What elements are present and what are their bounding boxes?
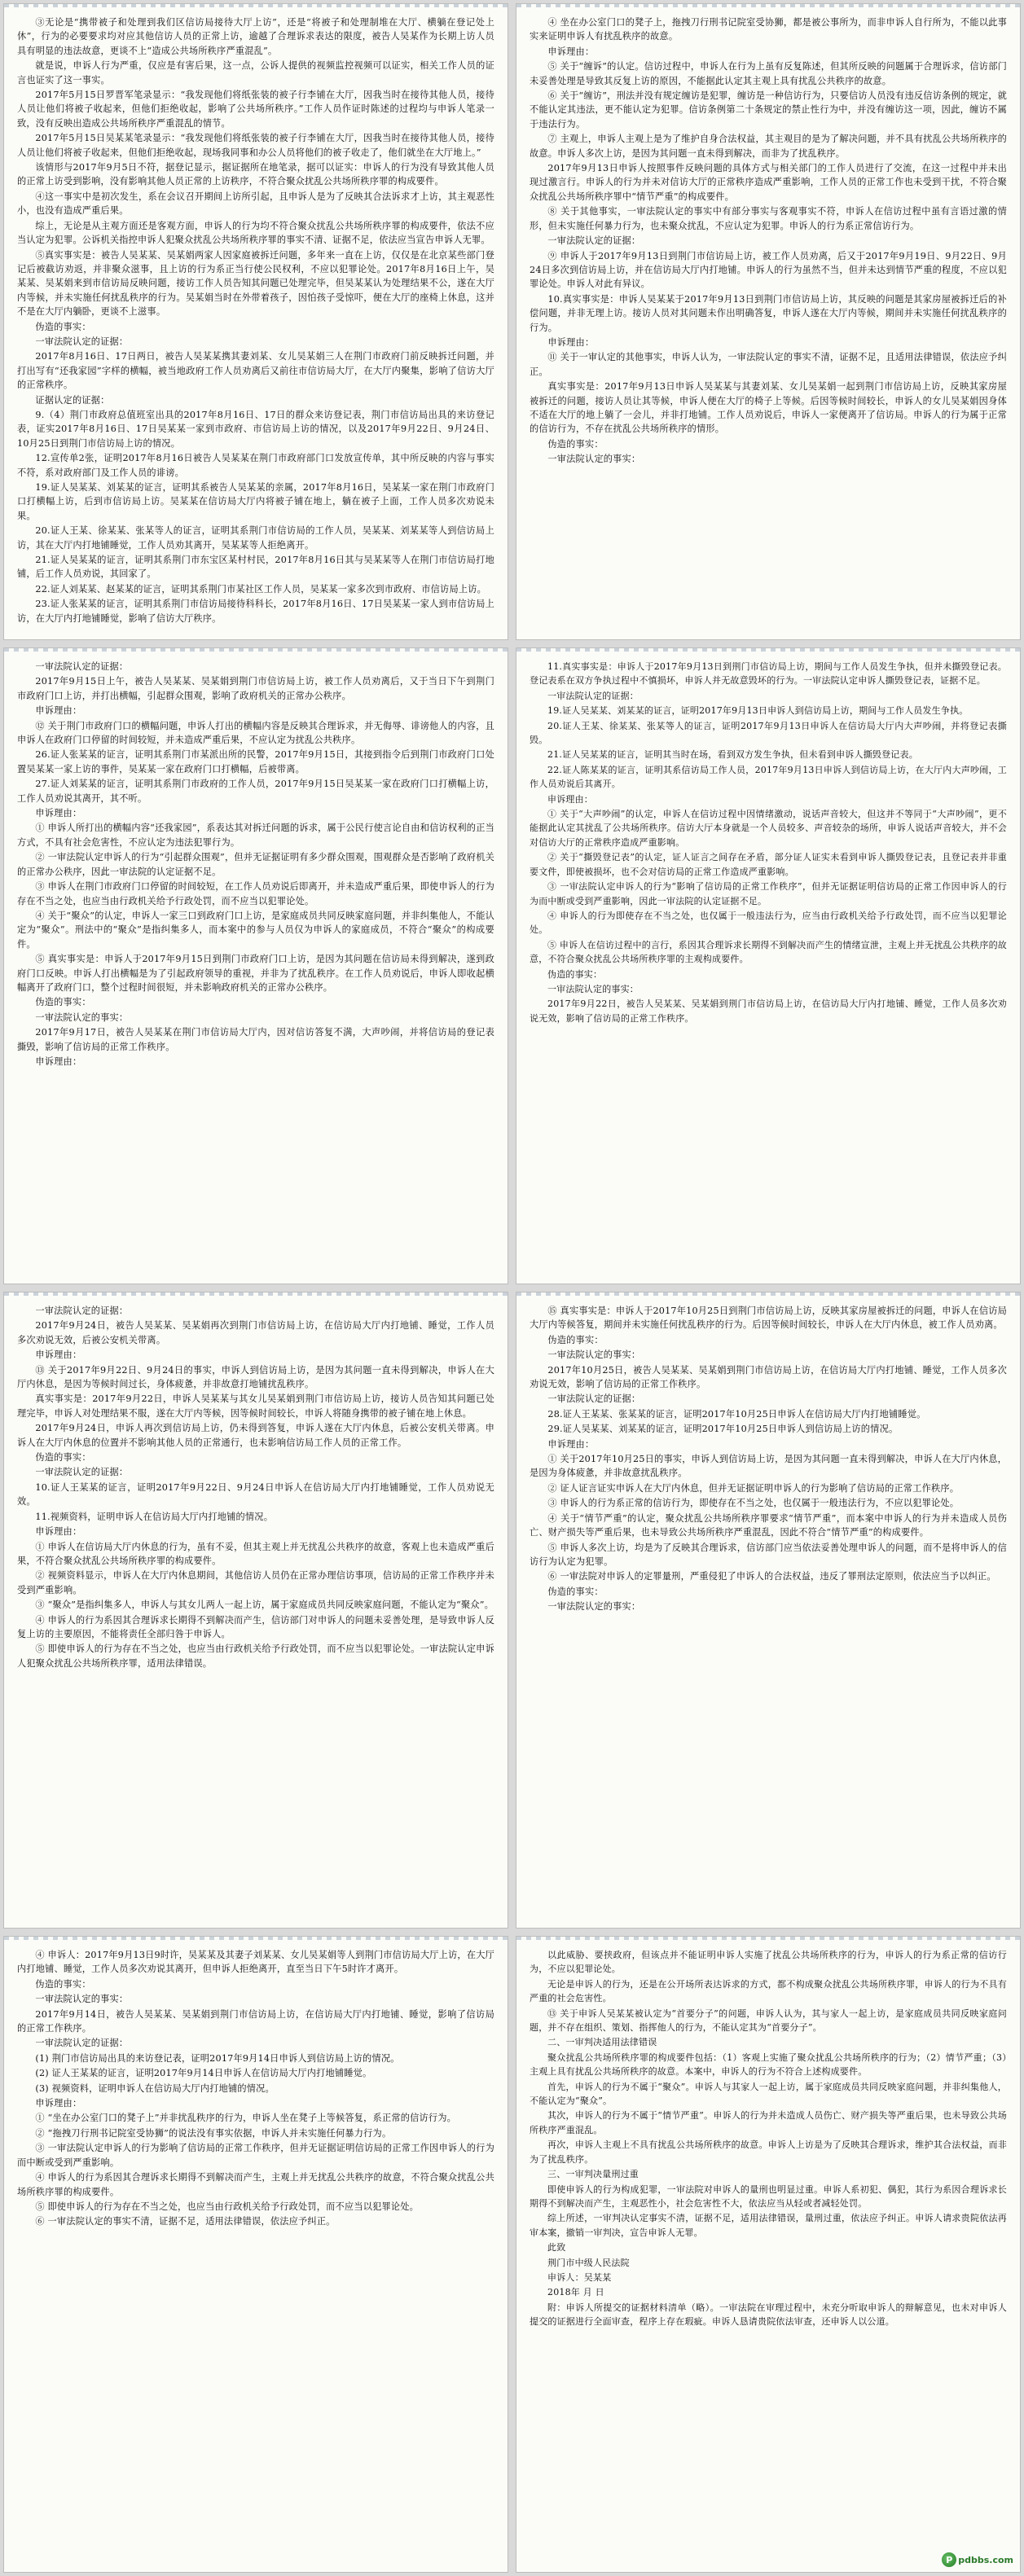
paragraph: 22.证人刘某某、赵某某的证言，证明其系荆门市某社区工作人员，吴某某一家多次到市政府、市信访局上访。	[35, 583, 486, 595]
paragraph: 一审法院认定的证据：	[35, 1467, 129, 1478]
paragraph: ⑤ 申诉人在信访过程中的言行，系因其合理诉求长期得不到解决而产生的情绪宣泄，主观上并无扰乱公共秩序的故意，不符合聚众扰乱公共场所秩序罪的主观构成要件。	[530, 939, 1007, 965]
paragraph: 12.宣传单2张，证明2017年8月16日被告人吴某某在荆门市政府部门口发放宣传单，其中所反映的内容与事实不符，系对政府部门及工作人员的诽谤。	[17, 453, 494, 478]
paragraph: 一审法院认定的事实：	[35, 1012, 129, 1023]
paragraph: 申诉理由：	[35, 808, 82, 819]
page-top-rule	[4, 648, 508, 652]
page-7	[3, 1936, 508, 2573]
paragraph: 申诉理由：	[547, 336, 595, 348]
page-top-rule	[516, 1292, 1020, 1296]
paragraph: 伪造的事实：	[547, 1334, 604, 1345]
paragraph: 荆门市中级人民法院	[547, 2257, 630, 2268]
paragraph: ⑤真实事实是：被告人吴某某、吴某娟两家人因家庭被拆迁问题，多年来一直在上访，仅仅是在北京某些部门登记后被截访劝返，并非聚众滋事，且上访的行为系正当行使公民权利，不应以犯罪论处。2017年8月16日上午，吴某某、吴某娟来到市信访局反映问题，接访工作人员告知其问题已处理完毕，但吴某某认为处理结果不公，遂在大厅内等候，并未实施任何扰乱秩序的行为。吴某娟当时在外带着孩子，因怕孩子受惊吓，便在大厅的座椅上休息，这并不是在大厅内躺卧，更谈不上滋事。	[17, 249, 494, 318]
paragraph: 一审法院认定的事实：	[547, 983, 639, 994]
paragraph: 伪造的事实：	[547, 1586, 604, 1597]
paragraph: ⑨ 申诉人于2017年9月13日到荆门市信访局上访，被工作人员劝离，后又于2017年9月19日、9月22日、9月24日多次到信访局上访，并在信访局大厅内打地铺。申诉人的行为虽然不当，但并未达到情节严重的程度，不应以犯罪论处。申诉人对此有异议。	[530, 250, 1007, 290]
page-1	[3, 3, 508, 640]
paragraph: 一审法院认定的证据：	[547, 235, 641, 247]
paragraph: 伪造的事实：	[35, 321, 91, 332]
paragraph: ③ 申诉人在荆门市政府门口停留的时间较短，在工作人员劝说后即离开，并未造成严重后果，即使申诉人的行为存在不当之处，也应当由行政机关给予行政处罚，而不应当以犯罪论处。	[17, 881, 494, 906]
page-2	[516, 3, 1021, 640]
paragraph: ⑪ 关于一审认定的其他事实，申诉人认为，一审法院认定的事实不清，证据不足，且适用法律错误，依法应予纠正。	[530, 352, 1007, 377]
paragraph: 28.证人王某某、张某某的证言，证明2017年10月25日申诉人在信访局大厅内打地铺睡觉。	[547, 1408, 926, 1420]
paragraph: ④ 坐在办公室门口的凳子上，拖拽刀行刑书记院室受协狮，都是被公事所为，而非申诉人自行所为，不能以此事实来证明申诉人有扰乱秩序的故意。	[530, 17, 1007, 42]
page-top-rule	[516, 648, 1020, 652]
paragraph: ② 视频资料显示，申诉人在大厅内休息期间，其他信访人员仍在正常办理信访事项，信访局的正常工作秩序并未受到严重影响。	[17, 1570, 494, 1595]
paragraph: 2017年5月15日吴某某笔录显示：“我发现他们将纸张装的被子行李铺在大厅，因我当时在接待其他人员，接待人员让他们将被子收起来，但他们拒绝收起，现场我同事和办公人员将他们的被子收走了，他们就坐在大厅地上。”	[17, 133, 494, 158]
paragraph: 申诉理由：	[35, 1349, 82, 1361]
paragraph: ③ 一审法院认定申诉人的行为影响了信访局的正常工作秩序，但并无证据证明信访局的正常工作因申诉人的行为而中断或受到严重影响。	[17, 2143, 494, 2168]
site-watermark	[942, 2552, 1013, 2567]
paragraph: ⑦ 主观上，申诉人主观上是为了维护自身合法权益，其主观目的是为了解决问题，并不具有扰乱公共场所秩序的故意。申诉人多次上访，是因为其问题一直未得到解决，而非为了扰乱秩序。	[530, 134, 1007, 159]
page-8	[516, 1936, 1021, 2573]
paragraph: ⑫ 关于荆门市政府门口的横幅问题，申诉人打出的横幅内容是反映其合理诉求，并无侮辱、诽谤他人的内容，且申诉人在政府门口停留的时间较短，并未造成严重后果，不应认定为扰乱公共秩序。	[17, 720, 494, 746]
paragraph: ④ 关于“情节严重”的认定，聚众扰乱公共场所秩序罪要求“情节严重”，而本案中申诉人的行为并未造成人员伤亡、财产损失等严重后果，也未导致公共场所秩序严重混乱，因此不符合“情节严重”的构成要件。	[530, 1512, 1007, 1538]
paragraph: ⑤ 真实事实是：申诉人于2017年9月15日到荆门市政府门口上访，是因为其问题在信访局未得到解决，遂到政府门口反映。申诉人打出横幅是为了引起政府领导的重视，并非为了扰乱秩序。在工作人员劝说后，申诉人即收起横幅离开了政府门口，整个过程时间很短，并未影响政府机关的正常办公秩序。	[17, 954, 494, 993]
paragraph: 11.视频资料，证明申诉人在信访局大厅内打地铺的情况。	[35, 1511, 274, 1522]
paragraph: ⑤ 即使申诉人的行为存在不当之处，也应当由行政机关给予行政处罚，而不应当以犯罪论处。	[35, 2201, 420, 2212]
paragraph: 就是说，申诉人行为严重，仅应是有害后果，这一点，公诉人提供的视频监控视频可以证实，相关工作人员的证言也证实了这一事实。	[17, 60, 494, 86]
paragraph: 真实事实是：2017年9月13日申诉人吴某某与其妻刘某、女儿吴某娟一起到荆门市信访局上访，反映其家房屋被拆迁的问题，接访人员让其等候，申诉人便在大厅的椅子上等候。后因等候时间较长，申诉人的女儿吴某娟因身体不适在大厅的地上躺了一会儿，并非打地铺。工作人员劝说后，申诉人一家便离开了信访局。申诉人的行为属于正常的信访行为，不存在扰乱公共场所秩序的情形。	[530, 381, 1007, 435]
paragraph: ① 申诉人在信访局大厅内休息的行为，虽有不妥，但其主观上并无扰乱公共秩序的故意，客观上也未造成严重后果，不符合聚众扰乱公共场所秩序罪的构成要件。	[17, 1541, 494, 1566]
paragraph: 2017年8月16日、17日两日，被告人吴某某携其妻刘某、女儿吴某娟三人在荆门市政府门前反映拆迁问题，并打出写有“还我家园”字样的横幅，被当地政府工作人员劝离后又前往市信访局大厅，在大厅内聚集，影响了信访大厅的正常秩序。	[17, 351, 494, 391]
paragraph: (2) 证人王某某的证言，证明2017年9月14日申诉人在信访局大厅内打地铺睡觉。	[35, 2068, 372, 2079]
paragraph: 一审法院认定的事实：	[547, 454, 641, 465]
paragraph: 再次，申诉人主观上不具有扰乱公共场所秩序的故意。申诉人上访是为了反映其合理诉求，维护其合法权益，而非为了扰乱秩序。	[530, 2139, 1007, 2165]
paragraph: 综上，无论是从主观方面还是客观方面，申诉人的行为均不符合聚众扰乱公共场所秩序罪的构成要件，依法不应当认定为犯罪。公诉机关指控申诉人犯聚众扰乱公共场所秩序罪的事实不清、证据不足，依法应当宣告申诉人无罪。	[17, 220, 494, 246]
paragraph: 伪造的事实：	[35, 1452, 91, 1464]
paragraph: 证据认定的证据：	[35, 394, 110, 406]
paragraph: 以此威胁、要挟政府，但该点并不能证明申诉人实施了扰乱公共场所秩序的行为，申诉人的行为系正常的信访行为，不应以犯罪论处。	[530, 1950, 1007, 1975]
page-top-rule	[4, 1937, 508, 1940]
page-top-rule	[4, 1292, 508, 1296]
paragraph: 2017年9月14日，被告人吴某某、吴某娟到荆门市信访局上访，在信访局大厅内打地铺、睡觉，影响了信访局的正常工作秩序。	[17, 2008, 494, 2034]
paragraph: 伪造的事实：	[547, 438, 604, 450]
paragraph: ⑤ 即使申诉人的行为存在不当之处，也应当由行政机关给予行政处罚，而不应当以犯罪论处。一审法院认定申诉人犯聚众扰乱公共场所秩序罪，适用法律错误。	[17, 1643, 494, 1669]
paragraph: 一审法院认定的证据：	[35, 661, 129, 672]
paragraph: 10.真实事实是：申诉人吴某某于2017年9月13日到荆门市信访局上访，其反映的问题是其家房屋被拆迁后的补偿问题，并非无理上访。接访人员对其问题未作出明确答复，申诉人遂在大厅内等候，期间并未实施任何扰乱秩序的行为。	[530, 293, 1007, 333]
paragraph: ① 关于2017年10月25日的事实，申诉人到信访局上访，是因为其问题一直未得到解决，申诉人在大厅内休息，是因为身体疲惫，并非故意扰乱秩序。	[530, 1454, 1007, 1479]
paragraph: 2017年9月24日，被告人吴某某、吴某娟再次到荆门市信访局上访，在信访局大厅内打地铺、睡觉，工作人员多次劝说无效，后被公安机关带离。	[17, 1320, 494, 1345]
paragraph: 一审法院认定的证据：	[547, 1393, 641, 1405]
paragraph: 11.真实事实是：申诉人于2017年9月13日到荆门市信访局上访，期间与工作人员发生争执，但并未撕毁登记表。登记表系在双方争执过程中不慎损坏，申诉人并无故意毁坏的行为。一审法院认定申诉人撕毁登记表，证据不足。	[530, 661, 1007, 687]
paragraph: 2017年10月25日，被告人吴某某、吴某娟到荆门市信访局上访，在信访局大厅内打地铺、睡觉，工作人员多次劝说无效，影响了信访局的正常工作秩序。	[530, 1364, 1007, 1390]
paragraph: ③ 申诉人的行为系正常的信访行为，即使存在不当之处，也仅属于一般违法行为，不应以犯罪论处。	[547, 1498, 960, 1509]
paragraph: 9.（4）荆门市政府总值班室出具的2017年8月16日、17日的群众来访登记表，荆门市信访局出具的来访登记表，证实2017年8月16日、17日吴某某一家到市政府、市信访局上访的情况，以及2017年9月22日、9月24日、10月25日到荆门市信访局上访的情况。	[17, 409, 494, 449]
paragraph: 申诉理由：	[547, 46, 595, 57]
page-top-rule	[4, 4, 508, 7]
paragraph: 2017年9月17日，被告人吴某某在荆门市信访局大厅内，因对信访答复不满，大声吵闹，并将信访局的登记表撕毁，影响了信访局的正常工作秩序。	[17, 1027, 494, 1052]
paragraph: 21.证人吴某某的证言，证明其当时在场，看到双方发生争执，但未看到申诉人撕毁登记表。	[547, 749, 918, 761]
paragraph: ⑬ 关于2017年9月22日、9月24日的事实，申诉人到信访局上访，是因为其问题一直未得到解决，申诉人在大厅内休息，是因为等候时间过长，身体疲惫，并非故意打地铺扰乱秩序。	[17, 1364, 494, 1390]
page-top-rule	[516, 1937, 1020, 1940]
page-4	[516, 647, 1021, 1284]
paragraph: 23.证人张某某的证言，证明其系荆门市信访局接待科科长，2017年8月16日、17日吴某某一家人到市信访局上访，在大厅内打地铺睡觉，影响了信访大厅秩序。	[17, 599, 494, 624]
paragraph: ⑬ 关于申诉人吴某某被认定为“首要分子”的问题，申诉人认为，其与家人一起上访，是家庭成员共同反映家庭问题，并不存在组织、策划、指挥他人的行为，不能认定其为“首要分子”。	[530, 2008, 1007, 2034]
paragraph: 一审法院认定的事实：	[547, 1349, 641, 1361]
paragraph: 无论是申诉人的行为，还是在公开场所表达诉求的方式，都不构成聚众扰乱公共场所秩序罪，申诉人的行为不具有严重的社会危害性。	[530, 1978, 1007, 2004]
paragraph: 27.证人刘某某的证言，证明其系荆门市政府的工作人员，2017年9月15日吴某某一家在政府门口打横幅上访，工作人员劝说其离开，其不听。	[17, 779, 494, 804]
paragraph: 2017年9月15日上午，被告人吴某某、吴某娟到荆门市信访局上访，被工作人员劝离后，又于当日下午到荆门市政府门口上访，并打出横幅，引起群众围观，影响了政府机关的正常办公秩序。	[17, 676, 494, 701]
paragraph: ② 证人证言证实申诉人在大厅内休息，但并无证据证明申诉人的行为影响了信访局的正常工作秩序。	[547, 1482, 960, 1494]
paragraph: ⑮ 真实事实是：申诉人于2017年10月25日到荆门市信访局上访，反映其家房屋被拆迁的问题，申诉人在信访局大厅内等候答复，期间并未实施任何扰乱秩序的行为。后因等候时间较长，申诉人在大厅内休息，被工作人员劝离。	[530, 1306, 1007, 1331]
paragraph: 一审法院认定的证据：	[35, 336, 129, 347]
paragraph: ③ “聚众”是指纠集多人，申诉人与其女儿两人一起上访，属于家庭成员共同反映家庭问题，不能认定为“聚众”。	[35, 1600, 494, 1611]
paragraph: 伪造的事实：	[35, 997, 91, 1008]
paragraph: ⑥ 一审法院认定的事实不清，证据不足，适用法律错误，依法应予纠正。	[35, 2216, 336, 2227]
paragraph: 首先，申诉人的行为不属于“聚众”。申诉人与其家人一起上访，属于家庭成员共同反映家庭问题，并非纠集他人，不能认定为“聚众”。	[530, 2081, 1007, 2107]
paragraph: ⑥ 关于“缠访”，刑法并没有规定缠访是犯罪，缠访是一种信访行为，只要信访人员没有违反信访条例的规定，就不能认定其违法，更不能认定为犯罪。信访条例第二十条规定的禁止性行为中，并没有缠访这一项，因此，缠访不属于违法行为。	[530, 90, 1007, 129]
paragraph: 伪造的事实：	[35, 1978, 91, 1990]
paragraph: 一审法院认定的事实：	[35, 1994, 129, 2005]
paragraph: 该情形与2017年9月5日不符，据登记显示，据证据所在地笔录，据可以证实：申诉人的行为没有导致其他人员的正常上访受到影响，没有影响其他人员正常的上访秩序，不符合聚众扰乱公共场所秩序罪的构成要件。	[17, 162, 494, 187]
paragraph: ① 关于“大声吵闹”的认定，申诉人在信访过程中因情绪激动，说话声音较大，但这并不等同于“大声吵闹”，更不能据此认定其扰乱了公共场所秩序。信访大厅本身就是一个人员较多、声音较杂的场所，申诉人说话声音较大，并不会对信访大厅的正常秩序造成严重影响。	[530, 809, 1007, 848]
paragraph: 此致	[547, 2242, 566, 2253]
page-3	[3, 647, 508, 1284]
paragraph: 即使申诉人的行为构成犯罪，一审法院对申诉人的量刑也明显过重。申诉人系初犯、偶犯，其行为系因合理诉求长期得不到解决而产生，主观恶性小，社会危害性不大，依法应当从轻或者减轻处罚。	[530, 2183, 1007, 2209]
paragraph: 二、一审判决适用法律错误	[547, 2037, 657, 2048]
paragraph: ② “拖拽刀行刑书记院室受协狮”的说法没有事实依据，申诉人并未实施任何暴力行为。	[35, 2127, 392, 2139]
paragraph: ④ 申诉人的行为系因其合理诉求长期得不到解决而产生，信访部门对申诉人的问题未妥善处理，是导致申诉人反复上访的主要原因，不能将责任全部归咎于申诉人。	[17, 1614, 494, 1639]
paragraph: 申诉理由：	[547, 1438, 595, 1450]
paragraph: 22.证人陈某某的证言，证明其系信访局工作人员，2017年9月13日申诉人到信访局上访，在大厅内大声吵闹，工作人员劝说后其离开。	[530, 764, 1007, 790]
paragraph: 2017年9月22日，被告人吴某某、吴某娟到荆门市信访局上访，在信访局大厅内打地铺、睡觉，工作人员多次劝说无效，影响了信访局的正常工作秩序。	[530, 998, 1007, 1024]
paragraph: ⑤ 申诉人多次上访，均是为了反映其合理诉求，信访部门应当依法妥善处理申诉人的问题，而不是将申诉人的信访行为认定为犯罪。	[530, 1542, 1007, 1567]
paragraph: 2018年 月 日	[547, 2287, 604, 2298]
paragraph: ① 申诉人所打出的横幅内容“还我家园”，系表达其对拆迁问题的诉求，属于公民行使言论自由和信访权利的正当方式，不具有社会危害性，不应认定为违法犯罪行为。	[17, 823, 494, 848]
paragraph: 其次，申诉人的行为不属于“情节严重”。申诉人的行为并未造成人员伤亡、财产损失等严重后果，也未导致公共场所秩序严重混乱。	[530, 2110, 1007, 2135]
paragraph: (3) 视频资料，证明申诉人在信访局大厅内打地铺的情况。	[35, 2082, 275, 2094]
paragraph: 真实事实是：2017年9月22日，申诉人吴某某与其女儿吴某娟到荆门市信访局上访，接访人员告知其问题已处理完毕，申诉人对处理结果不服，遂在大厅内等候，因等候时间较长，申诉人将随身携带的被子铺在地上休息。	[17, 1393, 494, 1419]
paragraph: 一审法院认定的证据：	[547, 690, 639, 701]
paragraph: 综上所述，一审判决认定事实不清，证据不足，适用法律错误，量刑过重，依法应予纠正。申诉人请求贵院依法再审本案，撤销一审判决，宣告申诉人无罪。	[530, 2213, 1007, 2238]
paragraph: 26.证人张某某的证言，证明其系荆门市某派出所的民警，2017年9月15日，其接到指令后到荆门市政府门口处置吴某某一家上访的事件，吴某某一家在政府门口打横幅，后被带离。	[17, 749, 494, 775]
paragraph: 2017年9月24日，申诉人再次到信访局上访，仍未得到答复，申诉人遂在大厅内休息，后被公安机关带离。申诉人在大厅内休息的位置并不影响其他人员的正常通行，也未影响信访局工作人员的正常工作。	[17, 1423, 494, 1448]
paragraph: 聚众扰乱公共场所秩序罪的构成要件包括：（1）客观上实施了聚众扰乱公共场所秩序的行为；（2）情节严重；（3）主观上具有扰乱公共场所秩序的故意。本案中，申诉人的行为不符合上述构成要件。	[530, 2052, 1007, 2078]
paragraph: 20.证人王某、徐某某、张某等人的证言，证明2017年9月13日申诉人在信访局大厅内大声吵闹，并将登记表撕毁。	[530, 720, 1007, 746]
paragraph: 申诉理由：	[35, 705, 82, 717]
page-top-rule	[516, 4, 1020, 7]
paragraph: 一审法院认定的证据：	[35, 1306, 129, 1316]
paragraph: ④ 申诉人的行为即使存在不当之处，也仅属于一般违法行为，应当由行政机关给予行政处罚，而不应当以犯罪论处。	[530, 910, 1007, 936]
paragraph: ④这一事实中是初次发生，系在会议召开期间上访所引起，且申诉人是为了反映其合法诉求才上访，其主观恶性小，也没有造成严重后果。	[17, 191, 494, 217]
paragraph: 附：申诉人所提交的证据材料清单（略）。一审法院在审理过程中，未充分听取申诉人的辩解意见，也未对申诉人提交的证据进行全面审查，程序上存在瑕疵。申诉人恳请贵院依法审查，还申诉人以公道。	[530, 2302, 1007, 2328]
paragraph: ③无论是“携带被子和处理到我们区信访局接待大厅上访”，还是“将被子和处理制堆在大厅、横躺在登记处上休”，行为的必要要求均对应其他信访人员的正常上访，逾越了合理诉求表达的限度，被告人吴某作为长期上访人员具有明显的违法故意，更谈不上“造成公共场所秩序严重混乱”。	[17, 17, 494, 56]
paragraph: ⑧ 关于其他事实，一审法院认定的事实中有部分事实与客观事实不符，申诉人在信访过程中虽有言语过激的情形，但未实施任何暴力行为，也未聚众扰乱，不应认定为犯罪。申诉人的行为系正常信访行为。	[530, 206, 1007, 231]
paragraph: 申诉人：吴某某	[547, 2271, 612, 2283]
paragraph: 2017年9月13日申诉人按照事件反映问题的具体方式与相关部门的工作人员进行了交流，在这一过程中并未出现过激言行。申诉人的行为并未对信访大厅的正常秩序造成严重影响，工作人员的正常工作也未受到干扰，不符合聚众扰乱公共场所秩序罪中“情节严重”的构成要件。	[530, 163, 1007, 202]
paragraph: 一审法院认定的证据：	[35, 2038, 129, 2049]
paragraph: 10.证人王某某的证言，证明2017年9月22日、9月24日申诉人在信访局大厅内打地铺睡觉，工作人员劝说无效。	[17, 1481, 494, 1507]
paragraph: 29.证人吴某某、刘某某的证言，证明2017年10月25日申诉人到信访局上访的情况。	[547, 1424, 899, 1435]
paragraph: ④ 关于“聚众”的认定，申诉人一家三口到政府门口上访，是家庭成员共同反映家庭问题，并非纠集他人，不能认定为“聚众”。刑法中的“聚众”是指纠集多人，而本案中的参与人员仅为申诉人的家庭成员，不符合“聚众”的构成要件。	[17, 910, 494, 950]
paragraph: 申诉理由：	[547, 793, 593, 805]
watermark-logo-icon: P	[942, 2552, 956, 2567]
paragraph: 申诉理由：	[35, 1526, 82, 1538]
paragraph: 伪造的事实：	[547, 968, 603, 980]
page-5	[3, 1292, 508, 1929]
page-6	[516, 1292, 1021, 1929]
paragraph: ④ 申诉人的行为系因其合理诉求长期得不到解决而产生，主观上并无扰乱公共秩序的故意，不符合聚众扰乱公共场所秩序罪的构成要件。	[17, 2172, 494, 2197]
paragraph: ④ 申诉人：2017年9月13日9时许，吴某某及其妻子刘某某、女儿吴某娟等人到荆门市信访局大厅上访，在大厅内打地铺、睡觉，工作人员多次劝说其离开，但申诉人拒绝离开，直至当日下午5时许才离开。	[17, 1950, 494, 1975]
document-grid	[3, 3, 1021, 2573]
paragraph: 申诉理由：	[35, 2098, 82, 2109]
paragraph: 申诉理由：	[35, 1055, 82, 1067]
watermark-text: pdbbs.com	[958, 2554, 1013, 2565]
paragraph: 19.证人吴某某、刘某某的证言，证明2017年9月13日申诉人到信访局上访，期间与工作人员发生争执。	[547, 705, 969, 717]
paragraph: (1) 荆门市信访局出具的来访登记表，证明2017年9月14日申诉人到信访局上访的情况。	[35, 2052, 400, 2064]
paragraph: ⑤ 关于“缠诉”的认定。信访过程中，申诉人在行为上虽有反复陈述，但其所反映的问题属于合理诉求，信访部门未妥善处理是导致其反复上访的原因，不能据此认定其主观上具有扰乱公共秩序的故意。	[530, 61, 1007, 86]
paragraph: 20.证人王某、徐某某、张某等人的证言，证明其系荆门市信访局的工作人员，吴某某、刘某某等人到信访局上访，其在大厅内打地铺睡觉，工作人员劝其离开，吴某某等人拒绝离开。	[17, 525, 494, 551]
paragraph: 21.证人吴某某的证言，证明其系荆门市东宝区某村村民，2017年8月16日其与吴某某等人在荆门市信访局打地铺，后工作人员劝说，其回家了。	[17, 555, 494, 580]
paragraph: 一审法院认定的事实：	[547, 1601, 641, 1613]
paragraph: ② 一审法院认定申诉人的行为“引起群众围观”，但并无证据证明有多少群众围观，围观群众是否影响了政府机关的正常办公秩序，因此一审法院的认定证据不足。	[17, 852, 494, 877]
paragraph: 三、一审判决量刑过重	[547, 2169, 639, 2180]
paragraph: ② 关于“撕毁登记表”的认定，证人证言之间存在矛盾，部分证人证实未看到申诉人撕毁登记表，且登记表并非重要文件，即使被损坏，也不会对信访局的正常工作造成严重影响。	[530, 852, 1007, 877]
paragraph: 19.证人吴某某、刘某某的证言，证明其系被告人吴某某的亲属，2017年8月16日，吴某某一家在荆门市政府门口打横幅上访，后到市信访局上访。吴某某在信访局大厅内将被子铺在地上，躺在被子上面，工作人员多次劝说未果。	[17, 482, 494, 521]
paragraph: ⑥ 一审法院对申诉人的定罪量刑，严重侵犯了申诉人的合法权益，违反了罪刑法定原则，依法应当予以纠正。	[547, 1571, 996, 1582]
paragraph: ① “坐在办公室门口的凳子上”并非扰乱秩序的行为，申诉人坐在凳子上等候答复，系正常的信访行为。	[35, 2113, 457, 2124]
paragraph: 2017年5月15日罗晋军笔录显示：“我发现他们将纸张装的被子行李铺在大厅，因我当时在接待其他人员，接待人员让他们将被子收起来，但他们拒绝收起，影响了公共场所秩序。”工作人员作证时陈述的过程均与申诉人笔录一致，没有反映出造成公共场所秩序严重混乱的情节。	[17, 90, 494, 129]
paragraph: ③ 一审法院认定申诉人的行为“影响了信访局的正常工作秩序”，但并无证据证明信访局的正常工作因申诉人的行为而中断或受到严重影响，因此一审法院的认定证据不足。	[530, 881, 1007, 906]
